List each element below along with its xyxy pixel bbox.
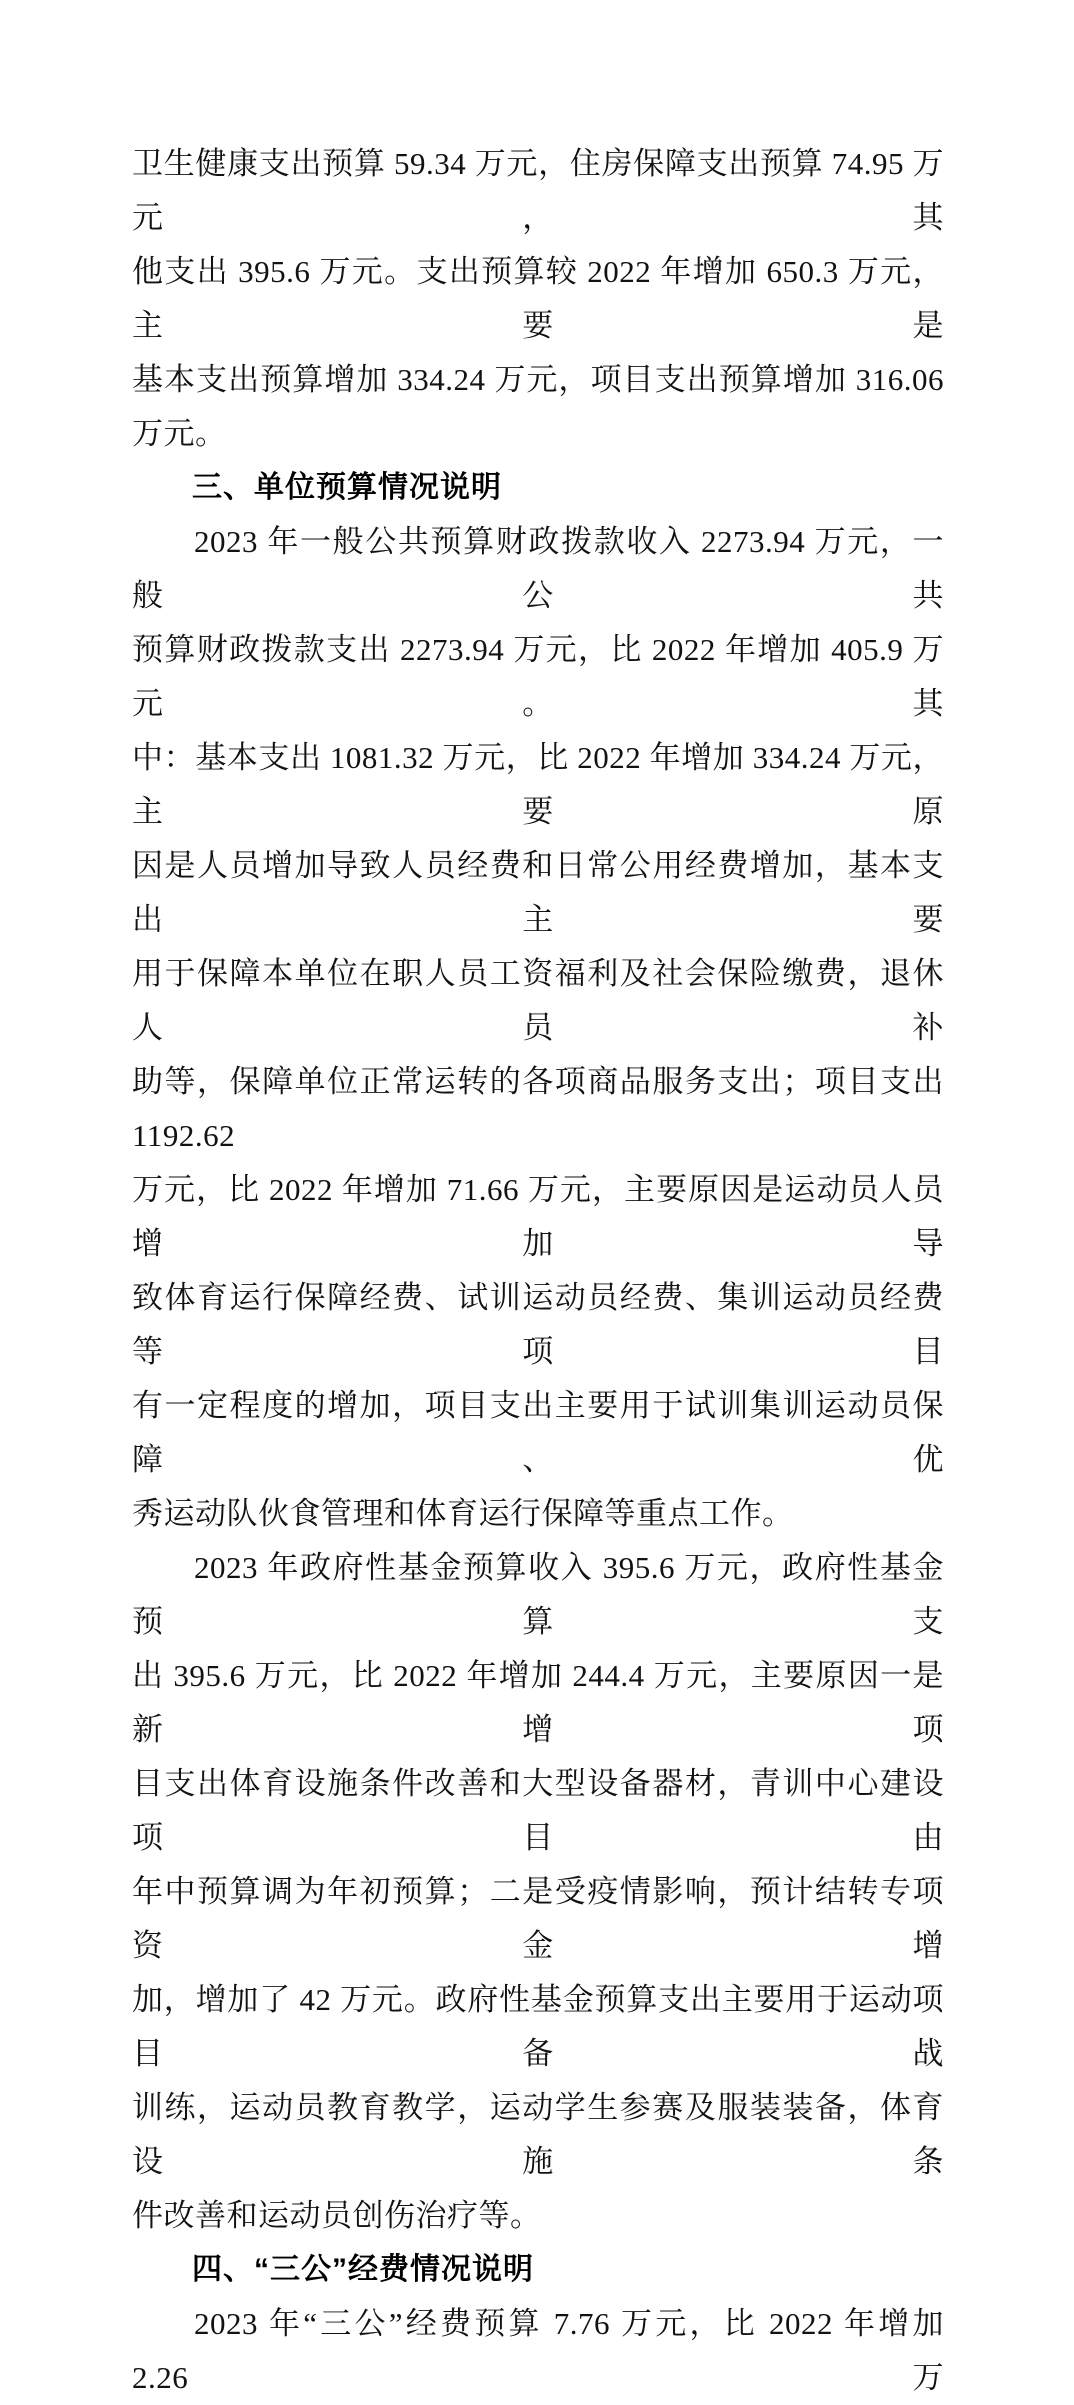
text-line: 用于保障本单位在职人员工资福利及社会保险缴费，退休人员补 xyxy=(132,956,944,1045)
text-line: 秀运动队伙食管理和体育运行保障等重点工作。 xyxy=(132,1496,794,1531)
text-line: 万元，比 2022 年增加 71.66 万元，主要原因是运动员人员增加导 xyxy=(132,1172,944,1261)
text-line: 有一定程度的增加，项目支出主要用于试训集训运动员保障、优 xyxy=(132,1388,944,1477)
text-line: 助等，保障单位正常运转的各项商品服务支出；项目支出 1192.62 xyxy=(132,1064,944,1153)
text-line: 因是人员增加导致人员经费和日常公用经费增加，基本支出主要 xyxy=(132,848,944,937)
text-line: 致体育运行保障经费、试训运动员经费、集训运动员经费等项目 xyxy=(132,1280,944,1369)
text-line: 目支出体育设施条件改善和大型设备器材，青训中心建设项目由 xyxy=(132,1766,944,1855)
section-heading: 四、“三公”经费情况说明 xyxy=(192,2253,534,2286)
text-line: 出 395.6 万元，比 2022 年增加 244.4 万元，主要原因一是新增项 xyxy=(132,1658,944,1747)
text-line: 预算财政拨款支出 2273.94 万元，比 2022 年增加 405.9 万元。其 xyxy=(132,632,944,721)
text-line: 2023 年一般公共预算财政拨款收入 2273.94 万元，一般公共 xyxy=(132,524,944,613)
text-line: 他支出 395.6 万元。支出预算较 2022 年增加 650.3 万元，主要是 xyxy=(132,254,944,343)
text-line: 2023 年“三公”经费预算 7.76 万元，比 2022 年增加 2.26 万 xyxy=(132,2306,944,2395)
text-line: 年中预算调为年初预算；二是受疫情影响，预计结转专项资金增 xyxy=(132,1874,944,1963)
text-line: 2023 年政府性基金预算收入 395.6 万元，政府性基金预算支 xyxy=(132,1550,944,1639)
text-line: 基本支出预算增加 334.24 万元，项目支出预算增加 316.06 万元。 xyxy=(132,362,944,451)
document-text-block xyxy=(132,137,944,2405)
section-heading: 三、单位预算情况说明 xyxy=(192,471,502,504)
text-line: 卫生健康支出预算 59.34 万元，住房保障支出预算 74.95 万元，其 xyxy=(132,146,944,235)
text-line: 加，增加了 42 万元。政府性基金预算支出主要用于运动项目备战 xyxy=(132,1982,944,2071)
text-line: 中：基本支出 1081.32 万元，比 2022 年增加 334.24 万元，主要原 xyxy=(132,740,944,829)
text-line: 训练，运动员教育教学，运动学生参赛及服装装备，体育设施条 xyxy=(132,2090,944,2179)
text-line: 件改善和运动员创伤治疗等。 xyxy=(132,2198,542,2233)
